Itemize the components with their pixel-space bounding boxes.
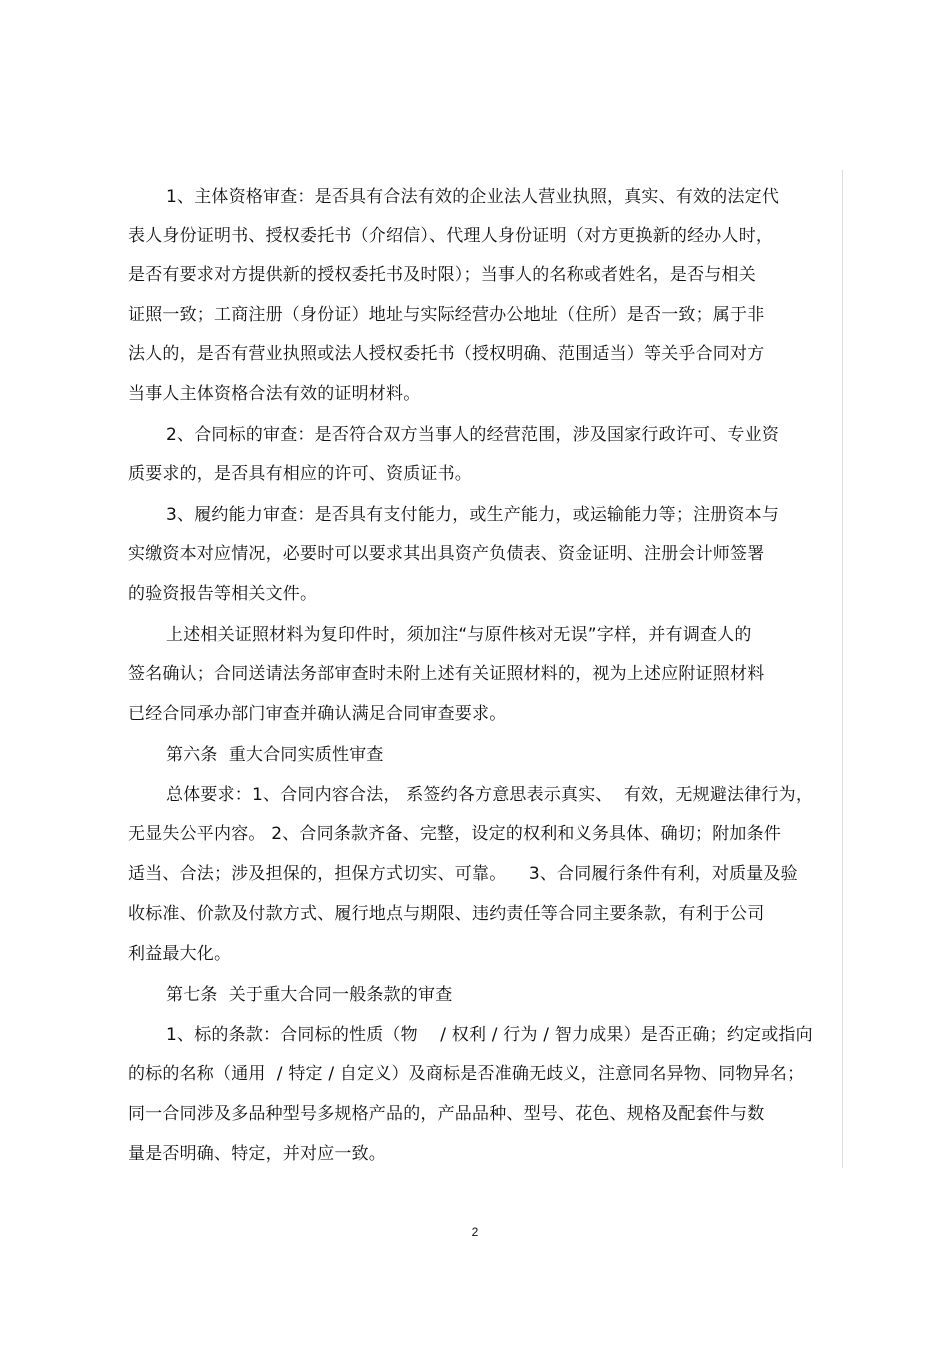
text-line-5: 法人的，是否有营业执照或法人授权委托书（授权明确、范围适当）等关乎合同对方 (128, 344, 765, 364)
text-line-7: 2、合同标的审查：是否符合双方当事人的经营范围，涉及国家行政许可、专业资 (166, 425, 780, 445)
text-line-12: 上述相关证照材料为复印件时，须加注“与原件核对无误”字样，并有调查人的 (166, 625, 752, 645)
text-line-3: 是否有要求对方提供新的授权委托书及时限）；当事人的名称或者姓名，是否与相关 (128, 265, 756, 285)
text-line-13: 签名确认；合同送请法务部审查时未附上述有关证照材料的，视为上述应附证照材料 (128, 664, 765, 684)
text-line-23: 的标的名称（通用 / 特定 / 自定义）及商标是否准确无歧义，注意同名异物、同物异名； (128, 1064, 805, 1084)
text-line-11: 的验资报告等相关文件。 (128, 584, 318, 604)
section-heading-article-6: 第六条 重大合同实质性审查 (166, 745, 384, 765)
text-line-18: 适当、合法；涉及担保的，担保方式切实、可靠。 3、合同履行条件有利，对质量及验 (128, 864, 798, 884)
text-line-20: 利益最大化。 (128, 944, 232, 964)
text-line-10: 实缴资本对应情况，必要时可以要求其出具资产负债表、资金证明、注册会计师签署 (128, 544, 765, 564)
text-line-4: 证照一致；工商注册（身份证）地址与实际经营办公地址（住所）是否一致；属于非 (128, 305, 765, 325)
text-line-19: 收标准、价款及付款方式、履行地点与期限、违约责任等合同主要条款，有利于公司 (128, 904, 765, 924)
text-line-8: 质要求的，是否具有相应的许可、资质证书。 (128, 464, 472, 484)
text-line-16: 总体要求：1、合同内容合法， 系签约各方意思表示真实、 有效，无规避法律行为， (166, 785, 814, 805)
text-line-14: 已经合同承办部门审查并确认满足合同审查要求。 (128, 704, 507, 724)
text-line-1: 1、主体资格审查：是否具有合法有效的企业法人营业执照，真实、有效的法定代 (166, 187, 780, 207)
page-number: 2 (471, 1225, 479, 1239)
text-line-22: 1、标的条款：合同标的性质（物 / 权利 / 行为 / 智力成果）是否正确；约定或指向 (166, 1025, 813, 1045)
text-line-17: 无显失公平内容。 2、合同条款齐备、完整，设定的权利和义务具体、确切；附加条件 (128, 824, 782, 844)
text-line-24: 同一合同涉及多品种型号多规格产品的，产品品种、型号、花色、规格及配套件与数 (128, 1104, 765, 1124)
margin-rule (842, 170, 843, 1168)
section-heading-article-7: 第七条 关于重大合同一般条款的审查 (166, 985, 453, 1005)
text-line-9: 3、履约能力审查：是否具有支付能力，或生产能力，或运输能力等；注册资本与 (166, 505, 780, 525)
text-line-6: 当事人主体资格合法有效的证明材料。 (128, 384, 421, 404)
text-line-25: 量是否明确、特定，并对应一致。 (128, 1144, 386, 1164)
text-line-2: 表人身份证明书、授权委托书（介绍信）、代理人身份证明（对方更换新的经办人时， (128, 226, 774, 246)
